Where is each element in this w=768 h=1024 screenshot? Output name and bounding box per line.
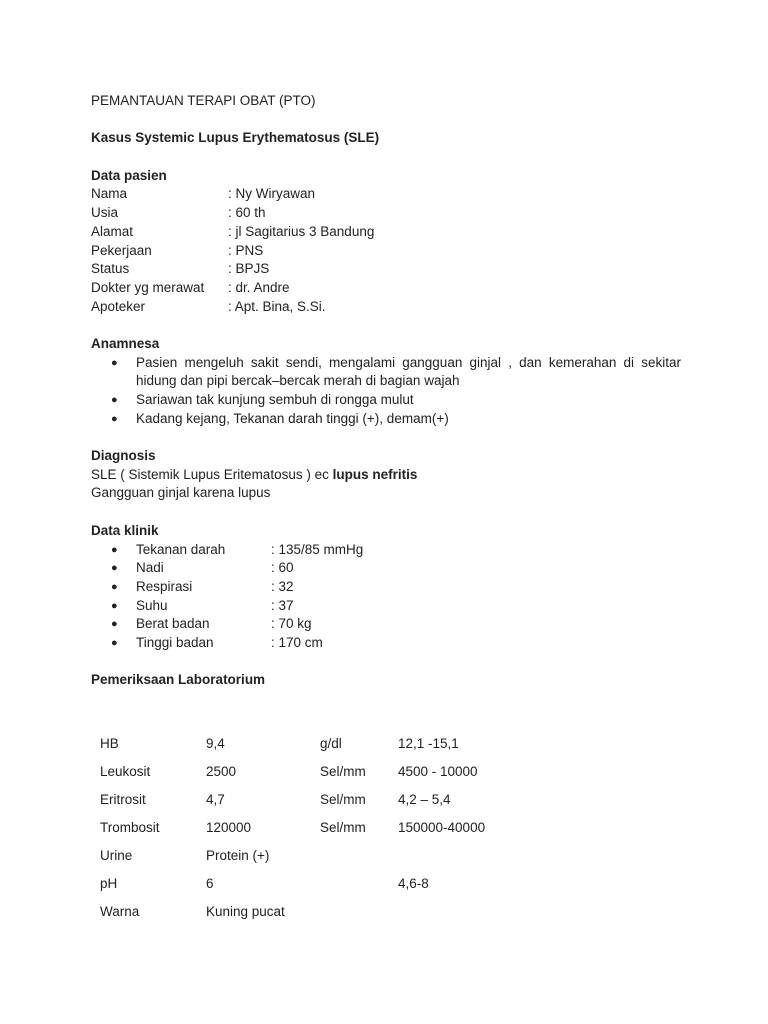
list-item: [91, 559, 681, 578]
list-item-text: Sariawan tak kunjung sembuh di rongga mulut: [136, 392, 414, 407]
lab-result-cell: Protein (+): [206, 847, 270, 863]
bullet-icon: ●: [111, 599, 118, 612]
bullet-icon: ●: [111, 618, 118, 631]
klinik-heading: Data klinik: [91, 522, 159, 538]
lab-table: [91, 729, 518, 925]
lab-test-cell: pH: [100, 875, 118, 891]
klinik-value: : 60: [271, 560, 294, 576]
klinik-label: Nadi: [136, 560, 164, 576]
lab-test-cell: Eritrosit: [100, 791, 146, 807]
bullet-icon: ●: [111, 543, 118, 556]
field-label: Pekerjaan: [91, 242, 152, 258]
bullet-icon: ●: [111, 562, 118, 575]
case-title: Kasus Systemic Lupus Erythematosus (SLE): [91, 130, 380, 146]
bullet-icon: ●: [111, 356, 118, 369]
table-row: [91, 813, 518, 841]
klinik-label: Suhu: [136, 597, 168, 613]
list-item: [91, 391, 681, 410]
lab-result-cell: 120000: [206, 819, 252, 835]
lab-unit-cell: [311, 897, 389, 925]
diagnosis-emphasis: lupus nefritis: [332, 466, 418, 482]
diagnosis-note: Gangguan ginjal karena lupus: [91, 485, 271, 501]
patient-field: [91, 204, 681, 223]
klinik-value: : 70 kg: [271, 616, 312, 632]
patient-field: [91, 260, 681, 279]
lab-range-cell: 4,2 – 5,4: [398, 791, 451, 807]
document-page: [91, 92, 681, 690]
klinik-value: : 32: [271, 578, 294, 594]
lab-table-body: [91, 729, 518, 925]
bullet-icon: ●: [111, 636, 118, 649]
list-item-text: Kadang kejang, Tekanan darah tinggi (+), demam(+): [136, 410, 449, 426]
lab-range-cell: 4,6-8: [398, 875, 429, 891]
diagnosis-heading: Diagnosis: [91, 448, 156, 464]
field-label: Status: [91, 261, 130, 277]
lab-range-cell: 12,1 -15,1: [398, 735, 459, 751]
lab-unit-cell: Sel/mm: [320, 791, 366, 807]
field-value: : 60 th: [228, 205, 266, 221]
table-row: [91, 841, 518, 869]
klinik-label: Berat badan: [136, 616, 210, 632]
list-item: [91, 634, 681, 653]
list-item-text: hidung dan pipi bercak–bercak merah di bagian wajah: [136, 373, 460, 389]
bullet-icon: ●: [111, 580, 118, 593]
lab-heading: Pemeriksaan Laboratorium: [91, 672, 266, 688]
patient-data: [91, 185, 681, 316]
table-row: [91, 729, 518, 757]
patient-heading: Data pasien: [91, 167, 167, 183]
field-value: : Ny Wiryawan: [228, 186, 316, 202]
list-item: [91, 354, 681, 391]
list-item: [91, 410, 681, 429]
field-value: : jl Sagitarius 3 Bandung: [228, 223, 375, 239]
table-row: [91, 785, 518, 813]
klinik-value: : 135/85 mmHg: [271, 541, 364, 557]
lab-result-cell: 9,4: [206, 735, 225, 751]
list-item: [91, 541, 681, 560]
lab-test-cell: Urine: [100, 847, 133, 863]
lab-range-cell: [389, 897, 518, 925]
table-row: [91, 869, 518, 897]
lab-result-cell: 6: [206, 875, 214, 891]
field-label: Alamat: [91, 223, 134, 239]
field-value: : BPJS: [228, 261, 270, 277]
table-row: [91, 757, 518, 785]
field-label: Apoteker: [91, 298, 146, 314]
bullet-icon: ●: [111, 394, 118, 406]
diagnosis-text: SLE ( Sistemik Lupus Eritematosus ) ec: [91, 466, 333, 482]
klinik-list: [91, 541, 681, 653]
lab-unit-cell: [311, 841, 389, 869]
bullet-icon: ●: [111, 412, 118, 425]
patient-field: [91, 279, 681, 298]
lab-range-cell: 150000-40000: [398, 819, 486, 835]
field-value: : Apt. Bina, S.Si.: [228, 298, 326, 314]
anamnesa-list: [91, 354, 681, 429]
field-label: Dokter yg merawat: [91, 279, 205, 295]
lab-test-cell: Trombosit: [100, 819, 160, 835]
table-row: [91, 897, 518, 925]
patient-field: [91, 242, 681, 261]
klinik-label: Respirasi: [136, 578, 193, 594]
patient-field: [91, 185, 681, 204]
lab-test-cell: Warna: [100, 903, 140, 919]
lab-test-cell: Leukosit: [100, 763, 151, 779]
patient-field: [91, 223, 681, 242]
field-label: Nama: [91, 186, 128, 202]
klinik-value: : 37: [271, 597, 294, 613]
field-label: Usia: [91, 205, 119, 221]
lab-result-cell: Kuning pucat: [206, 903, 285, 919]
lab-test-cell: HB: [100, 735, 119, 751]
diagnosis-line: [91, 466, 681, 485]
lab-unit-cell: g/dl: [320, 735, 342, 751]
anamnesa-heading: Anamnesa: [91, 335, 160, 351]
lab-unit-cell: Sel/mm: [320, 819, 366, 835]
lab-range-cell: [389, 841, 518, 869]
lab-unit-cell: Sel/mm: [320, 763, 366, 779]
patient-field: [91, 298, 681, 317]
list-item: [91, 597, 681, 616]
klinik-value: : 170 cm: [271, 634, 323, 650]
field-value: : PNS: [228, 242, 264, 258]
klinik-label: Tekanan darah: [136, 541, 226, 557]
list-item-text: Pasien mengeluh sakit sendi, mengalami gangguan ginjal , dan kemerahan di sekitar: [136, 354, 681, 370]
document-title: PEMANTAUAN TERAPI OBAT (PTO): [91, 93, 316, 108]
lab-result-cell: 4,7: [206, 791, 225, 807]
lab-range-cell: 4500 - 10000: [398, 763, 478, 779]
lab-result-cell: 2500: [206, 763, 237, 779]
klinik-label: Tinggi badan: [136, 634, 214, 650]
list-item: [91, 578, 681, 597]
list-item: [91, 615, 681, 634]
lab-unit-cell: [311, 869, 389, 897]
field-value: : dr. Andre: [228, 279, 290, 295]
